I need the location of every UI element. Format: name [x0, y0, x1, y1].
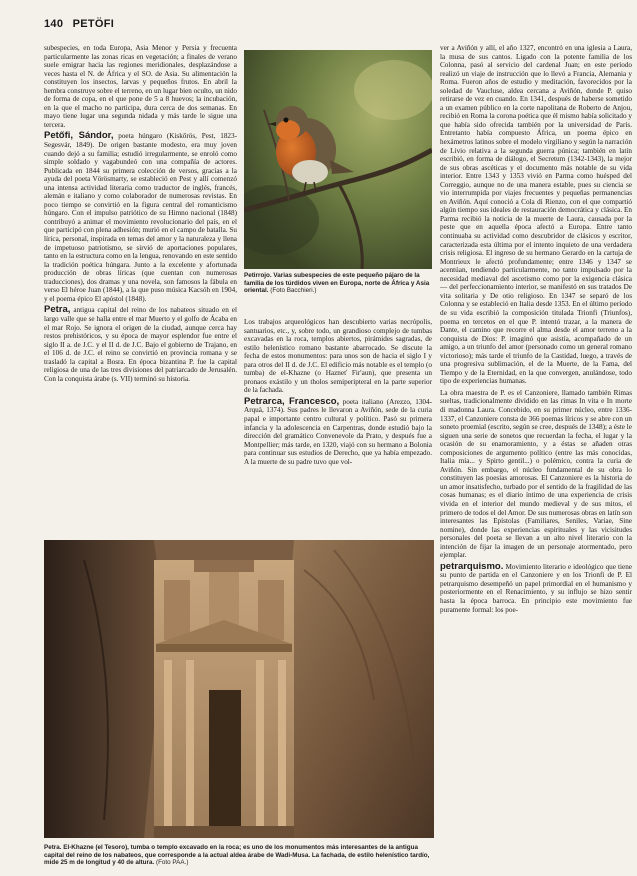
running-title: PETÖFI — [72, 18, 115, 30]
entry-petra — [44, 306, 237, 383]
petra-illustration — [44, 540, 434, 838]
running-head — [44, 18, 617, 34]
entry-heading-petrarquismo: petrarquismo. — [440, 560, 504, 572]
paragraph-petrarca-cont: ver a Aviñón y allí, el año 1327, encontró en una iglesia a Laura, la musa de sus cantos. Ligado con la potente familia de los Colonna, pasó al servicio del cardenal Juan; en este período realizó un viaje de instrucción que lo llevó a Francia, Alemania y Roma. Fueron años de estudio y meditación, favorecidos por la soledad de Vaucluse, aldea cercana a Aviñón, donde P. quiso retirarse de vez en cuando. En 1341, después de haberse sometido a un examen público en la corte napolitana de Roberto de Anjou, recibió en Roma la corona poética que él mismo había solicitado y que había sido ofrecida también por la universidad de París. Entretanto había compuesto África, un poema épico en hexámetros latinos sobre el modelo virgiliano y según la narración de Livio relativa a la segunda guerra púnica; también en latín escribió, en forma de diálogo, el Secretum (1342-1343), la mejor de sus obras ascéticas y el documento más notable de su vida interior. Entre 1343 y 1353 vivió en Parma como huésped del Correggio, aunque no de una manera estable, pues su ciencia se vio interrumpida por viajes frecuentes y pequeñas permanencias en Aviñón. Aquí conoció a Cola di Rienzo, con el que compartió algún tiempo sus ideales de restauración democrática y clásica. En Parma recibió la noticia de la muerte de Laura, causada por la peste que en aquella época afectó a Europa. Entre tanto continuaba su actividad como descubridor de clásicos y escritor, caracterizada esta última por el intento inquieto de una verdadera crisis religiosa. El ingreso de su hermano Gerardo en la cartuja de Montrieux le afectó profundamente; entre 1346 y 1347 se acentúan, tendiendo particularmente, no tanto impulsado por la necesidad mediaval del ascetismo como por la exigencia clásica — del perfeccionamiento interior, se manifestó en sus tratados De vita solitaria y De otio religioso. En 1347 se separó de los Colonna y se estableció en Italia desde 1353. En el último período de su vida escribió la composición titulada Trionfi (Triunfos), poema en tercetos en el que P. intentó trazar, a la manera de Dante, el camino que recorre el alma desde el amor terreno a la conquista de Dios: P. imaginó que asistía, acompañado de un amigo, a un triunfo del amor (personado como un general romano victorioso); más tarde el triunfo de la Castidad, luego, a través de una progresiva sublimación, el de la Muerte, de la Fama, del Tiempo y de la Eternidad, en la que convergen, anulándose, todo tipo de experiencias humanas. — [440, 44, 632, 386]
robin-illustration — [244, 50, 432, 269]
entry-heading-petrarca: Petrarca, Francesco, — [244, 395, 340, 407]
robin-photo — [244, 50, 432, 269]
petra-caption-credit: (Foto PAA.) — [155, 859, 189, 867]
text-column-3 — [440, 44, 632, 870]
entry-heading-petra: Petra, — [44, 304, 71, 316]
entry-petrarca — [244, 395, 432, 466]
entry-petofi — [44, 132, 237, 303]
petra-caption-text: Petra. El-Khazne (el Tesoro), tumba o templo excavado en la roca; es uno de los monumentos más interesantes de la antigua capital del reino de los nabateos, que corresponde a la actual aldea árabe de Wadi-Musa. La fachada, de estilo helenístico tardío, mide 25 m de longitud y 40 de altura. — [44, 844, 430, 867]
paragraph-petra-archaeology: Los trabajos arqueológicos han descubierto varias necrópolis, santuarios, etc., y, sobre todo, un grandioso complejo de tumbas excavadas en la roca, templos abiertos, pirámides sagradas, de estilo helenístico romano bastante abarrocado. Se discute la fecha de estos monumentos: para unos son de hacia el siglo I y para otros del II d. de J.C. El edificio más notable es el templo (o tumba) de el-Khazne (o Hazneť Fir'aun), que presenta un pronaos exástilo y un tholos semiperipteral en la parte superior de la fachada. — [244, 318, 432, 395]
petra-caption — [44, 844, 434, 870]
page-number: 140 — [44, 18, 64, 30]
text-column-2 — [244, 318, 432, 534]
text-column-1 — [44, 44, 237, 534]
paragraph-canzoniere: La obra maestra de P. es el Canzoniere, llamado también Rimas sueltas, tradicionalmente dividido en las rimas In vita e In morte di madonna Laura. Concebido, en su primer núcleo, entre 1336-1337, el Canzoniere consta de 366 poemas líricos y se abre con un soneto proemial (escrito, según se cree, después de 1348); a éste le siguen una serie de sonetos que recuerdan la fecha, el lugar y la ocasión de su enamoramiento, y a éstas se añaden otras composiciones de argumento político (entre las más conocidas, Italia mia... y Spirto gentil...) o polémico, contra la curia de Aviñón. Sin embargo, el núcleo fundamental de su obra lo constituyen las poesías amorosas. El Canzoniere es la historia de un amor insatisfecho, turbado por el sentido de la fragilidad de las cosas humanas; es el diario íntimo de una experiencia de crisis vivida en el interior del mundo medieval y de sus mitos, el primero de todos el del Amor. De sus numerosas obras en latín son interesantes las Epístolas (Familiares, Seniles, Variae, Sine nomine), donde las experiencias espirituales y las vicisitudes personales del poeta se llevan a un alto nivel literario con la intención de fijar la imagen de un personaje atormentado, pero ejemplar. — [440, 388, 632, 560]
robin-caption — [244, 272, 432, 302]
robin-caption-credit: (Foto Bacchieri.) — [270, 287, 317, 295]
entry-petrarquismo — [440, 560, 632, 614]
robin-caption-text: Petirrojo. Varias subespecies de este pequeño pájaro de la familia de los túrdidos viven en Europa, norte de África y Asia oriental. — [244, 272, 430, 295]
entry-heading-petofi: Petőfi, Sándor, — [44, 130, 114, 142]
entry-body-petrarquismo: Movimiento literario e ideológico que tiene su punto de partida en el Canzoniere y en los Trionfi de P. El petrarquismo desempeñó un papel primordial en el humanismo y posteriormente en el Renacimiento, y su influjo se hizo sentir hasta la época barroca. En principio este movimiento fue puramente formal: los poe- — [440, 562, 632, 614]
entry-body-petra: antigua capital del reino de los nabateos situado en el largo valle que se halla entre el mar Muerto y el golfo de Ácaba en el mar Rojo. Se ignora el origen de la ciudad, aunque cerca hay restos prehistóricos, y su época de mayor esplendor fue entre el siglo II a. de J.C. y el II d. de J.C. Bajo el gobierno de Trajano, en el 106 d. de J.C. el reino se convirtió en provincia romana y se trasladó la capital a Bosra. En época bizantina P. fue la capital religiosa de una de las tres divisiones del patriarcado de Jerusalén. Con la conquista árabe (s. VII) terminó su historia. — [44, 306, 237, 383]
entry-body-petofi: poeta húngaro (Kiskőrös, Pest, 1823-Segesvár, 1849). De origen bastante modesto, era muy joven cuando dejó a su familia; estudió irregularmente, se enroló como simple soldado y vagabundeó con una compañía de actores. Publicada en 1844 su primera colección de versos, gracias a la ayuda del poeta Vörösmarty, se estableció en Pest y allí comenzó una intensa actividad literaria como traductor de inglés, francés, alemán e italiano y como colaborador de numerosas revistas. En poco tiempo se convirtió en la figura central del romanticismo húngaro. Con el impulso patriótico de su Himno nacional (1848) contribuyó a animar el movimiento revolucionario del país, en el que participó con plena adhesión; murió en el campo de batalla. Su lírica, personal, inspirada en temas del amor y la naturaleza y llena de impetuoso patriotismo, se sirvió de aportaciones populares, tanto en la estructura como en la lengua, renovando en este sentido la tradición poética húngara. Junto a la excelente y afortunada producción de obras líricas (que cuentan con numerosas traducciones), dos dramas y una novela, son famosos la fábula en verso El héroe Juan (1844), a la que puso música Kacsóh en 1904, y el poema épico El apóstol (1848). — [44, 132, 237, 303]
petra-photo — [44, 540, 434, 838]
entry-body-petrarca: poeta italiano (Arezzo, 1304-Arquà, 1374). Sus padres le llevaron a Aviñón, sede de la curia papal e importante centro cultural y político. Pasó su primera infancia y la adolescencia en Carpentras, donde estudió bajo la dirección del gramático Convenevole da Prato, y después fue a Montpellier; más tarde, en 1320, viajó con su hermano a Bolonia para continuar sus estudios de Derecho, que ya había empezado. A la muerte de su padre tuvo que vol- — [244, 397, 432, 466]
paragraph-robin-cont: subespecies, en toda Europa, Asia Menor y Persia y frecuenta particularmente las zonas ricas en vegetación; a finales de verano suele emigrar hacia las regiones meridionales, desplazándose a veces hasta el N. de África y el SO. de Asia. Su alimentación la constituyen los insectos, larvas y pequeños frutos. En abril la hembra construye sobre el terreno, en un lugar bien oculto, un nido de forma de copa, en el que pone de 5 a 8 huevos; la incubación, en la que el macho no participa, dura cerca de dos semanas. En mayo tiene lugar una segunda nidada y más tarde le sigue una tercera. — [44, 44, 237, 129]
